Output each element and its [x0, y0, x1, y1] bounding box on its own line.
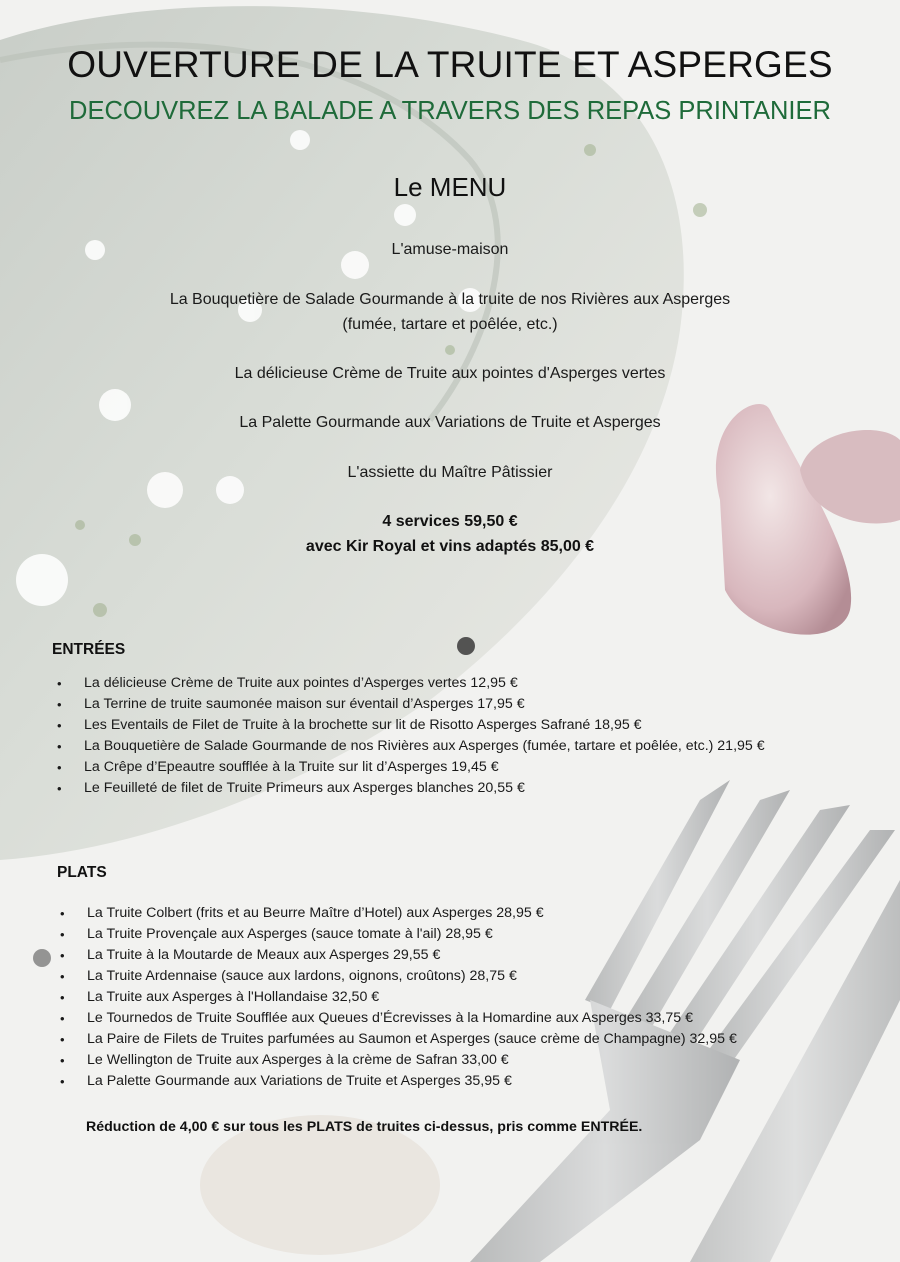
discount-note: Réduction de 4,00 € sur tous les PLATS de truites ci-dessus, pris comme ENTRÉE. [86, 1119, 643, 1135]
menu-price-wine: avec Kir Royal et vins adaptés 85,00 € [305, 538, 595, 555]
list-item: • Les Eventails de Filet de Truite à la brochette sur lit de Risotto Asperges Safrané 18,95 € [57, 715, 765, 736]
plats-title: PLATS [57, 864, 107, 881]
list-item: • Le Tournedos de Truite Soufflée aux Queues d’Écrevisses à la Homardine aux Asperges 33,75 € [60, 1008, 737, 1029]
list-item: • La Bouquetière de Salade Gourmande de nos Rivières aux Asperges (fumée, tartare et poêlée, etc.) 21,95 € [57, 736, 765, 757]
list-item: • La Terrine de truite saumonée maison sur éventail d’Asperges 17,95 € [57, 694, 765, 715]
list-item: • La Truite aux Asperges à l'Hollandaise 32,50 € [60, 987, 737, 1008]
list-item: • La délicieuse Crème de Truite aux pointes d’Asperges vertes 12,95 € [57, 673, 765, 694]
page-subtitle: DECOUVREZ LA BALADE A TRAVERS DES REPAS PRINTANIER [69, 97, 831, 125]
list-item: • Le Feuilleté de filet de Truite Primeurs aux Asperges blanches 20,55 € [57, 778, 765, 799]
list-item: • La Truite Ardennaise (sauce aux lardons, oignons, croûtons) 28,75 € [60, 966, 737, 987]
entrees-title: ENTRÉES [52, 641, 126, 658]
list-item: • La Paire de Filets de Truites parfumées au Saumon et Asperges (sauce crème de Champagne) 32,95 € [60, 1029, 737, 1050]
plats-list [60, 903, 737, 1092]
list-item: • La Truite à la Moutarde de Meaux aux Asperges 29,55 € [60, 945, 737, 966]
menu-course-detail: (fumée, tartare et poêlée, etc.) [342, 316, 558, 333]
list-item: • La Truite Colbert (frits et au Beurre Maître d’Hotel) aux Asperges 28,95 € [60, 903, 737, 924]
menu-heading: Le MENU [393, 172, 507, 202]
menu-course: La Bouquetière de Salade Gourmande à la truite de nos Rivières aux Asperges [169, 291, 731, 308]
menu-course: La délicieuse Crème de Truite aux pointes d'Asperges vertes [234, 365, 666, 382]
page-title: OUVERTURE DE LA TRUITE ET ASPERGES [67, 44, 833, 85]
entrees-list [57, 673, 765, 799]
menu-course: L'amuse-maison [391, 241, 509, 258]
list-item: • Le Wellington de Truite aux Asperges à la crème de Safran 33,00 € [60, 1050, 737, 1071]
list-item: • La Crêpe d’Epeautre soufflée à la Truite sur lit d’Asperges 19,45 € [57, 757, 765, 778]
menu-course: La Palette Gourmande aux Variations de Truite et Asperges [239, 414, 661, 431]
list-item: • La Truite Provençale aux Asperges (sauce tomate à l'ail) 28,95 € [60, 924, 737, 945]
list-item: • La Palette Gourmande aux Variations de Truite et Asperges 35,95 € [60, 1071, 737, 1092]
menu-course: L'assiette du Maître Pâtissier [347, 464, 553, 481]
menu-price: 4 services 59,50 € [382, 513, 518, 530]
